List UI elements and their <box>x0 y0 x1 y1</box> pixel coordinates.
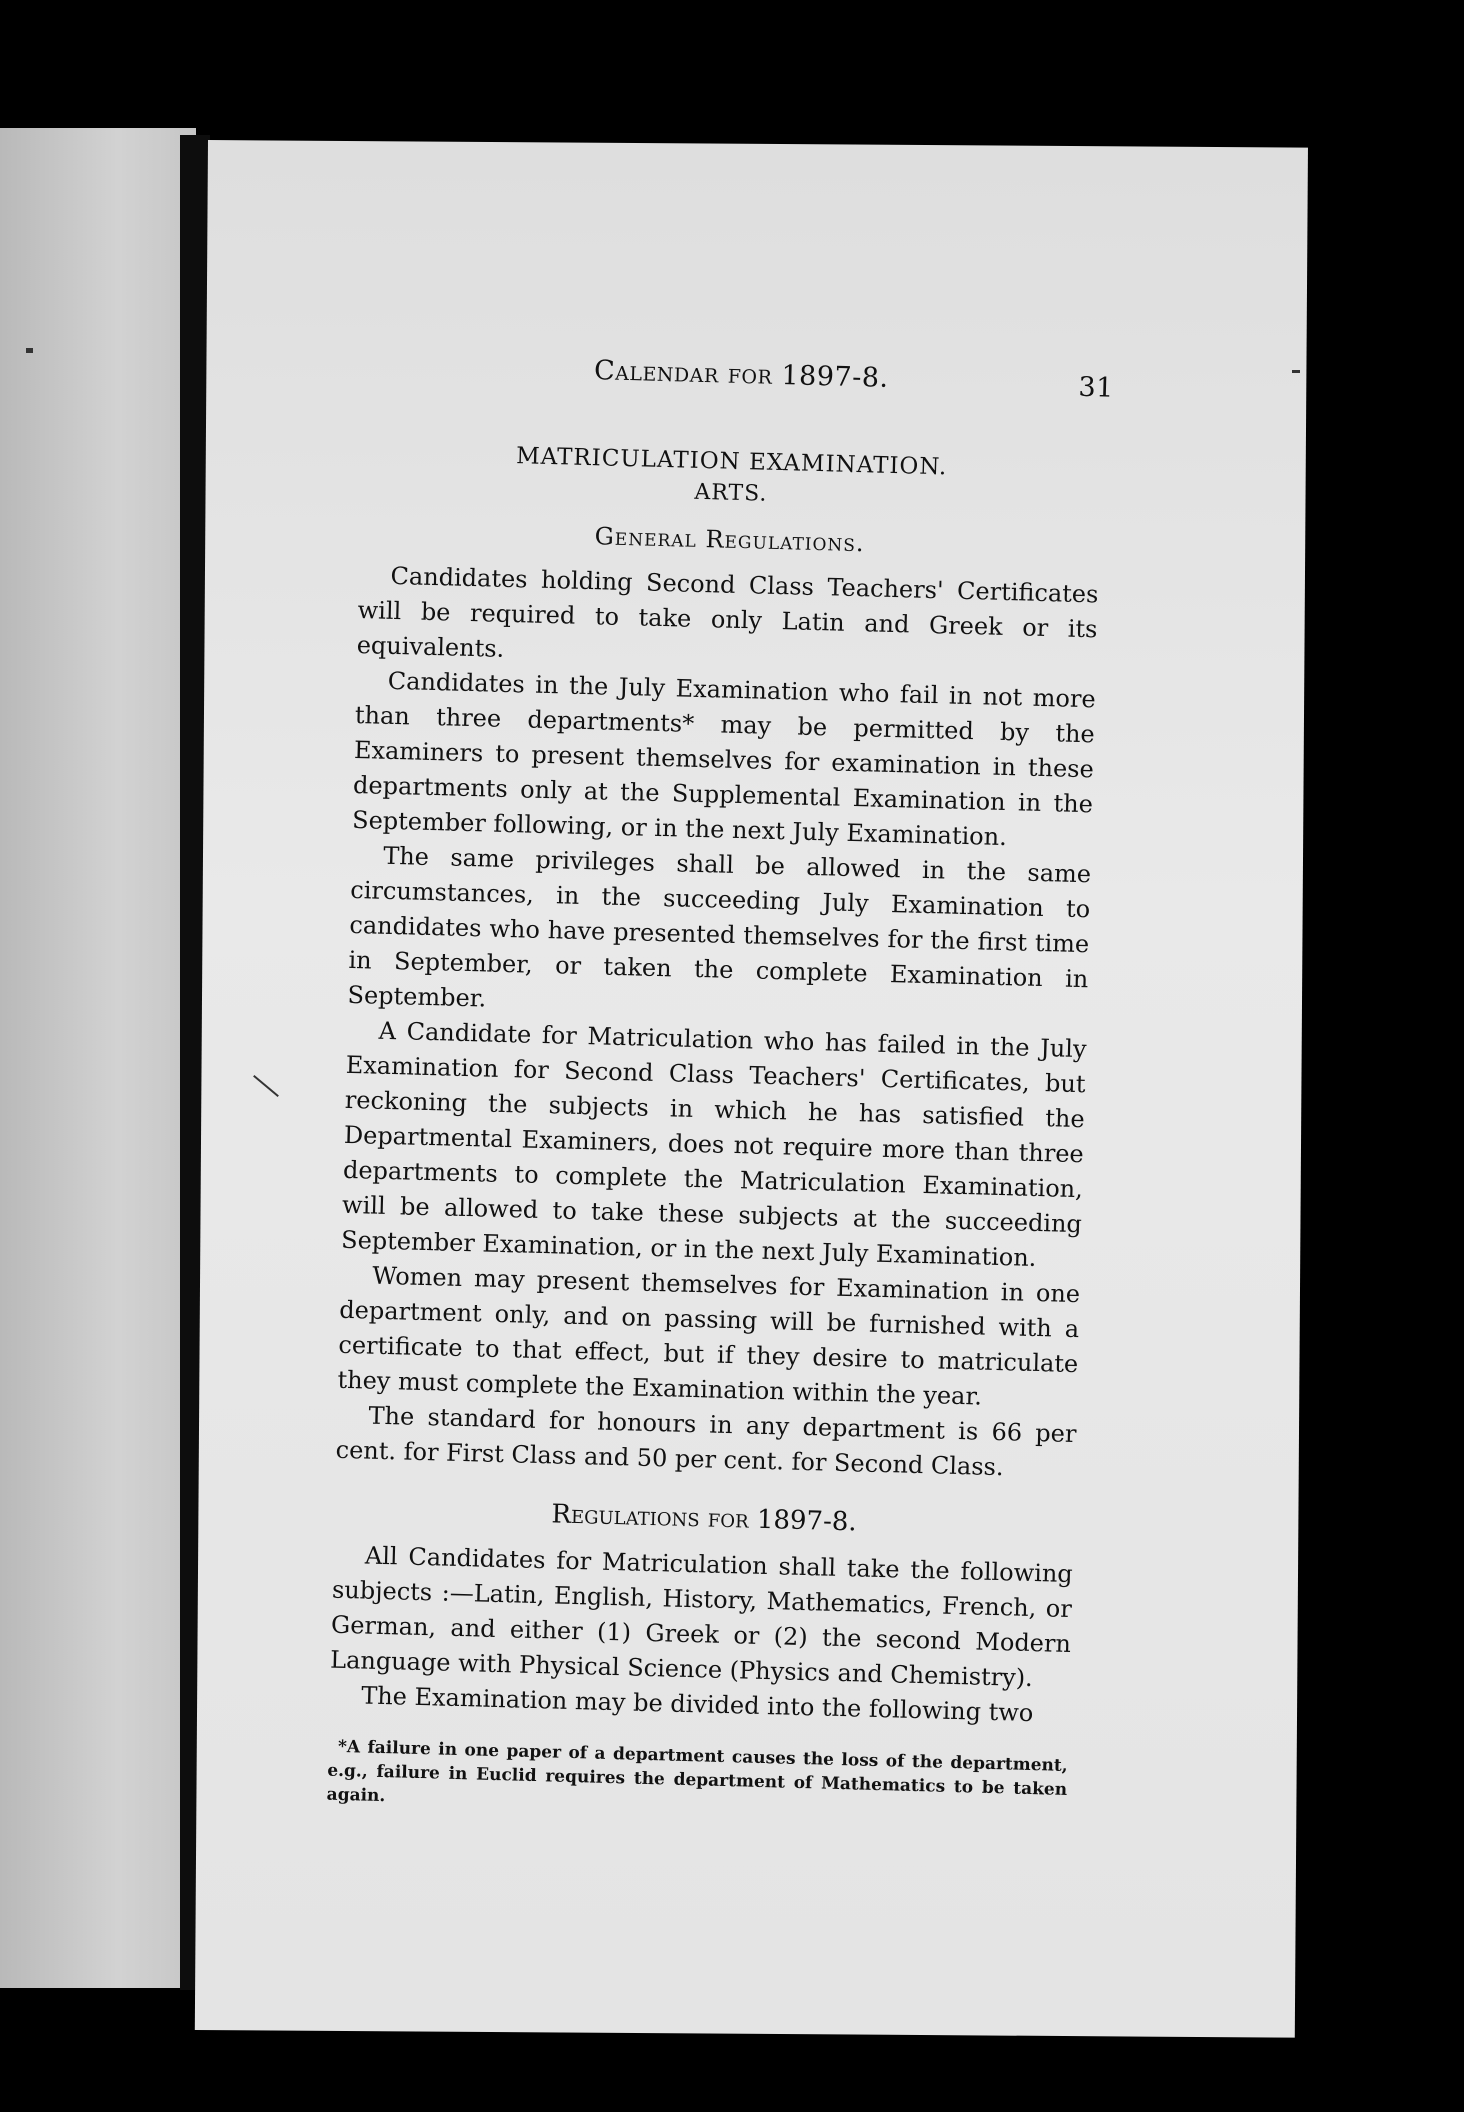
paragraph: Candidates holding Second Class Teachers' Certificates will be required to take only Latin and Greek or its equivalents. <box>356 561 1099 663</box>
paragraph: The standard for honours in any department is 66 per cent. for First Class and 50 per cent. for Second Class. <box>335 1401 1077 1482</box>
paragraph: Candidates in the July Examination who fail in not more than three departments* may be permitted by the Examiners to present themselves for examination in these departments only at the Supplemental Examination in the September following, or in the next July Examination. <box>351 666 1096 852</box>
text-block <box>326 349 1115 1826</box>
section-heading: General Regulations. <box>594 522 866 558</box>
running-head-title: Calendar for 1897-8. <box>593 355 889 394</box>
paragraph: Women may present themselves for Examination in one department only, and on passing will be furnished with a certificate to that effect, but if they desire to matriculate they must complete the Examination within the year. <box>337 1261 1081 1411</box>
regulations-paragraph: All Candidates for Matriculation shall take the following subjects :—Latin, English, History, Mathematics, French, or German, and either (1) Greek or (2) the second Modern Language with Physical Science (Physics and Chemistry). <box>329 1541 1074 1693</box>
main-heading: MATRICULATION EXAMINATION. <box>515 443 948 481</box>
running-head <box>363 349 1115 418</box>
scan-mark <box>1292 370 1300 373</box>
paragraph: The same privileges shall be allowed in the same circumstances, in the succeeding July Examination to candidates who have presented themselves for the first time in September, or taken the complete Examination in September. <box>347 841 1092 1013</box>
left-facing-page <box>0 128 196 1988</box>
scan-mark <box>26 348 33 353</box>
page-number: 31 <box>1078 371 1115 404</box>
regulations-paragraph: The Examination may be divided into the following two <box>360 1681 1034 1728</box>
regulations-heading: Regulations for 1897-8. <box>551 1499 858 1538</box>
paragraph: A Candidate for Matriculation who has failed in the July Examination for Second Class Teachers' Certificates, but reckoning the subjects in which he has satisfied the Departmental Examiners, does not require more than three departments to complete the Matriculation Examination, will be allowed to take these subjects at the succeeding September Examination, or in the next July Examination. <box>340 1016 1087 1272</box>
right-page <box>195 140 1308 2038</box>
sub-heading: ARTS. <box>694 479 768 507</box>
footnote: *A failure in one paper of a department causes the loss of the department, e.g., failure in Euclid requires the department of Mathematics to be taken again. <box>326 1736 1068 1807</box>
